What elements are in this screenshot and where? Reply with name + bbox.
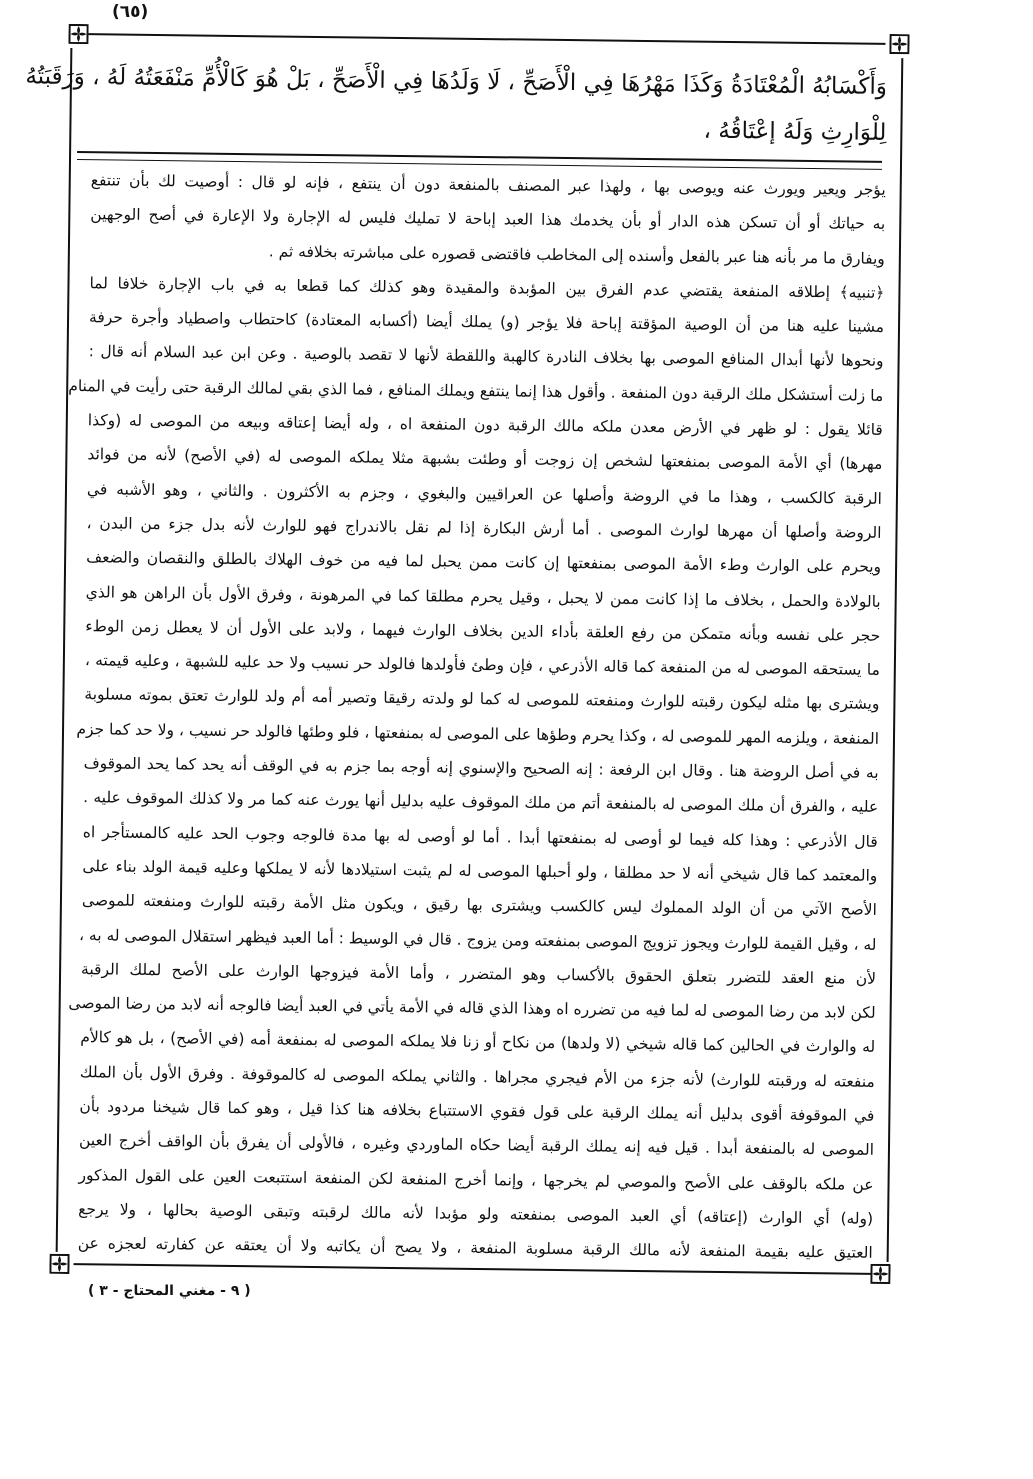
commentary-text bbox=[68, 163, 886, 1270]
commentary-line: مشينا عليه هنا من أن الوصية المؤقتة إباحة فلا يؤجر (و) يملك أيضا (أكسابه المعتادة) كاحتطاب واصطياد وأجرة حرفة bbox=[88, 308, 885, 337]
commentary-line: عن ملكه بالوقف على الأصح والموصي لم يخرجها ، وإنما أخرج المنفعة لكن المنفعة استتبعت العين على القول المذكور bbox=[78, 1165, 874, 1194]
corner-ornament-icon bbox=[49, 1254, 69, 1274]
corner-ornament-icon bbox=[889, 34, 909, 54]
commentary-line: له والوارث في الحالين كما قاله شيخي (لا ولدها) من نكاح أو زنا فلا يملكه الموصى له بمنفعة أمه (في الأصح) ، بل هو كالأم bbox=[80, 1028, 876, 1057]
commentary-line: الروضة وأصلها أن مهرها لوارث الموصى . أما أرش البكارة إذا لم نقل بالاندراج فهو للوارث لأنه بدل جزء من البدن ، bbox=[86, 514, 882, 542]
commentary-line: في الموقوفة أقوى بدليل أنه يملك الرقبة على قول فقوي الاستتباع بخلافه هنا كذا قيل ، وهو كما قال شيخنا مردود بأن bbox=[79, 1097, 875, 1125]
commentary-line: ويفارق ما مر بأنه هنا عبر بالفعل وأسنده إلى المخاطب فاقتضى قصوره على مباشرته بخلافه ثم . bbox=[268, 241, 885, 268]
corner-ornament-icon bbox=[68, 24, 88, 44]
commentary-line: قائلا يقول : لو ظهر في الأرض معدن ملكه مالك الرقبة دون المنفعة اه ، وله أيضا إعتاقه وبيعه من الموصى له (وكذا bbox=[87, 411, 883, 439]
commentary-line: الرقبة كالكسب ، وهذا ما في الروضة وأصلها عن العراقيين والبغوي ، وجزم به الأكثرون . والثاني ، وهو الأشبه في bbox=[86, 479, 883, 508]
commentary-line: المنفعة ، ويلزمه المهر للموصى له ، وكذا يحرم وطؤها على الموصى له بمنفعتها ، فلو وطئها فالولد حر نسيب ، ولا حد كما جزم bbox=[76, 719, 880, 748]
commentary-line: ونحوها لأنها أبدال المنافع الموصى بها بخلاف النادرة كالهبة واللقطة لأنها لا تقصد بالوصية . وعن ابن عبد السلام أنه قال : bbox=[88, 342, 884, 371]
page-number: (٦٥) bbox=[112, 2, 149, 22]
commentary-line: والمعتمد كما قال شيخي أنه لا حد مطلقا ، ولو أحبلها الموصى له لم يثبت استيلادها لأنه لا يملكها وعليه قيمة الولد بناء على bbox=[82, 857, 878, 885]
commentary-line: ما زلت أستشكل ملك الرقبة دون المنفعة . وأقول هذا إنما ينتفع ويملك المنافع ، فما الذي بقي لمالك الرقبة حتى رأيت في المنام bbox=[68, 376, 884, 405]
commentary-line: العتيق عليه بقيمة المنفعة لأنه مالك الرقبة مسلوبة المنفعة ، ولا يصح أن يكاتبه ولا أن يعتقه عن كفارته لعجزه عن bbox=[77, 1234, 873, 1263]
frame-left-rule bbox=[56, 48, 73, 1252]
commentary-line: حجر على نفسه وبأنه متمكن من رفع العلقة بأداء الدين بخلاف الوارث فيهما ، ولابد على الأول أن لا يعطل زمن الوطء bbox=[85, 617, 881, 645]
corner-ornament-icon bbox=[870, 1264, 890, 1284]
commentary-line: بالولادة والحمل ، بخلاف ما إذا كانت ممن لا يحبل ، وقيل يحرم مطلقا كما في المرهونة ، وفرق الأول بأن الراهن هو الذي bbox=[85, 582, 881, 611]
commentary-line: به في أصل الروضة هنا . وقال ابن الرفعة : إنه الصحيح والإسنوي إنه أوجه بما جزم به في الوقف أنه يحد كما يحد الموقوف bbox=[83, 754, 879, 782]
commentary-line: مهرها) أي الأمة الموصى بمنفعتها لشخص إن زوجت أو وطئت بشبهة مثلا يملكه الموصى له (في الأصح) لأنه من فوائد bbox=[87, 445, 883, 474]
frame-top-rule bbox=[89, 33, 886, 45]
main-text bbox=[25, 54, 888, 156]
commentary-line: لأن منع العقد للتضرر بتعلق الحقوق بالأكساب وهو المتضرر ، وأما الأمة فيزوجها الوارث على الأصح لملك الرقبة bbox=[81, 959, 877, 988]
commentary-line: ما يستحقه الموصى له من المنفعة كما قاله الأذرعي ، فإن وطئ فأولدها فالولد حر نسيب ولا حد عليه للشبهة ، وعليه قيمته ، bbox=[84, 651, 880, 680]
commentary-line: قال الأذرعي : وهذا كله فيما لو أوصى له بمنفعتها أبدا . أما لو أوصى له بها مدة فالوجه وجوب الحد عليه كالمستأجر اه bbox=[82, 822, 878, 851]
commentary-line: منفعته له ورقبته للوارث) لأنه جزء من الأم فيجري مجراها . والثاني يملكه الموصى له كالموقوفة . وفرق الأول بأن الملك bbox=[79, 1062, 875, 1091]
commentary-line: الأصح الآتي من أن الولد المملوك ليس كالكسب ويشترى بها رقيق ، ويكون مثل الأمة رقبته للوارث ومنفعته للموصى bbox=[81, 891, 878, 920]
page-frame bbox=[25, 34, 896, 1274]
commentary-line: ويشترى بها مثله ليكون رقبته للوارث ومنفعته للموصى له كما لو ولدته رقيقا وتصير أمه أم ولد للوارث تعتق بموته مسلوبة bbox=[84, 685, 880, 714]
commentary-line: له ، وقيل القيمة للوارث ويجوز تزويج الموصى بمنفعته ومن يزوج . قال في الوسيط : أما العبد فيظهر استقلال الموصى له به ، bbox=[78, 925, 877, 954]
commentary-line: الموصى له بالمنفعة أبدا . قيل فيه إنه يملك الرقبة أيضا حكاه الماوردي وغيره ، فالأولى أن يفرق بأن الواقف أخرج العين bbox=[78, 1131, 875, 1160]
commentary-line: ويحرم على الوارث وطء الأمة الموصى بمنفعتها إن كانت ممن يحبل لما فيه من خوف الهلاك بالطلق والنقصان والضعف bbox=[86, 548, 882, 577]
page-footer: ( ٩ - مغني المحتاج - ٣ ) bbox=[88, 1283, 251, 1299]
commentary-line: (وله) أي الوارث (إعتاقه) أي العبد الموصى بمنفعته ولو مؤبدا لأنه مالك لرقبته وتبقى الوصية بحالها ، ولا يرجع bbox=[78, 1200, 874, 1228]
commentary-line: يؤجر ويعير ويورث عنه ويوصى بها ، ولهذا عبر المصنف بالمنفعة دون أن ينتفع ، فإنه لو قال : أوصيت لك بأن تنتفع bbox=[90, 171, 886, 199]
main-text-line: لِلْوَارِثِ وَلَهُ إعْتَاقُهُ ، bbox=[703, 117, 887, 146]
commentary-line: به حياتك أو أن تسكن هذه الدار أو بأن يخدمك هذا العبد إباحة لا تمليك فليس له الإجارة ولا الإعارة في أصح الوجهين bbox=[90, 205, 886, 234]
commentary-line: لكن لابد من رضا الموصى له لما فيه من تضرره اه وهذا الذي قاله في الأمة يأتي في العبد أيضا فالوجه أنه لابد من رضا الموصى bbox=[68, 994, 876, 1022]
commentary-line: عليه ، والفرق أن ملك الموصى له بالمنفعة أتم من ملك الموقوف عليه بدليل أنها يورث عنه كما مر ولا كذلك الموقوف عليه . bbox=[83, 788, 879, 817]
commentary-line: ﴿تنبيه﴾ إطلاقه المنفعة يقتضي عدم الفرق بين المؤبدة والمقيدة وهو كذلك كما قطعا به في باب الإجارة خلافا لما bbox=[89, 274, 885, 302]
main-text-line: وَأَكْسَابُهُ الْمُعْتَادَةُ وَكَذَا مَهْرُهَا فِي الْأَصَحِّ ، لَا وَلَدُهَا فِي الْأَصَحِّ ، بَلْ هُوَ كَالْأُمِّ مَنْفَعَتُهُ لَهُ ، وَرَقَبَتُهُ bbox=[25, 63, 888, 100]
frame-right-rule bbox=[887, 58, 904, 1262]
